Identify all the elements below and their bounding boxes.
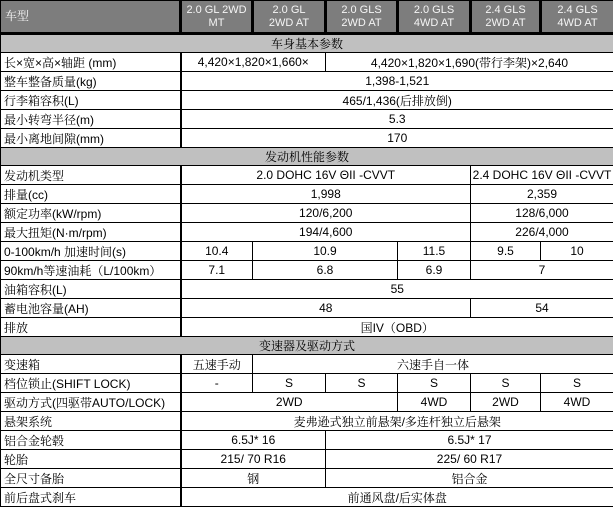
- spec-value-cell: 1,398-1,521: [181, 72, 613, 91]
- spec-value-cell: 5.3: [181, 110, 613, 129]
- spec-value-cell: 48: [181, 299, 471, 318]
- spec-row: [1, 488, 613, 507]
- model-column-title: 车型: [1, 1, 181, 34]
- spec-row: [1, 242, 613, 261]
- spec-value-cell: 7.1: [181, 261, 253, 280]
- spec-row: [1, 129, 613, 148]
- spec-value-cell: 2WD: [181, 393, 398, 412]
- model-name-line1: 2.4 GLS: [485, 3, 526, 16]
- spec-value-cell: 120/6,200: [181, 204, 471, 223]
- model-name-line2: 2WD AT: [341, 16, 382, 29]
- model-header-cell: [326, 1, 398, 34]
- row-label: 档位锁止(SHIFT LOCK): [1, 374, 181, 393]
- model-header-cell: [541, 1, 613, 34]
- spec-row: [1, 412, 613, 431]
- table-body: [1, 34, 613, 507]
- model-name-line1: 2.4 GLS: [557, 3, 598, 16]
- row-label: 全尺寸备胎: [1, 469, 181, 488]
- row-label: 轮胎: [1, 450, 181, 469]
- spec-value-cell: 钢: [181, 469, 326, 488]
- spec-value-cell: 225/ 60 R17: [326, 450, 613, 469]
- model-header-cell: [181, 1, 253, 34]
- spec-value-cell: 6.8: [253, 261, 398, 280]
- spec-row: [1, 204, 613, 223]
- spec-value-cell: 2.4 DOHC 16V ΘII -CVVT: [471, 166, 613, 185]
- spec-row: [1, 318, 613, 337]
- spec-value-cell: 10.4: [181, 242, 253, 261]
- spec-value-cell: 10: [541, 242, 613, 261]
- spec-value-cell: S: [253, 374, 326, 393]
- spec-value-cell: S: [541, 374, 613, 393]
- spec-value-cell: 11.5: [398, 242, 471, 261]
- spec-value-cell: 170: [181, 129, 613, 148]
- row-label: 铝合金轮毂: [1, 431, 181, 450]
- spec-value-cell: 10.9: [253, 242, 398, 261]
- model-name-line2: 4WD AT: [413, 16, 455, 29]
- row-label: 最大扭矩(N·m/rpm): [1, 223, 181, 242]
- row-label: 排量(cc): [1, 185, 181, 204]
- spec-value-cell: 国IV（OBD）: [181, 318, 613, 337]
- row-label: 前后盘式刹车: [1, 488, 181, 507]
- spec-value-cell: 4WD: [398, 393, 471, 412]
- model-header-cell: [253, 1, 326, 34]
- row-label: 额定功率(kW/rpm): [1, 204, 181, 223]
- section-row: [1, 34, 613, 53]
- spec-row: [1, 450, 613, 469]
- row-label: 最小离地间隙(mm): [1, 129, 181, 148]
- row-label: 长×宽×高×轴距 (mm): [1, 53, 181, 72]
- spec-value-cell: 215/ 70 R16: [181, 450, 326, 469]
- section-header: 变速器及驱动方式: [1, 337, 613, 355]
- spec-value-cell: 六速手自一体: [253, 355, 613, 374]
- spec-row: [1, 72, 613, 91]
- spec-value-cell: 55: [181, 280, 613, 299]
- row-label: 排放: [1, 318, 181, 337]
- model-header-cell: [471, 1, 541, 34]
- spec-value-cell: 前通风盘/后实体盘: [181, 488, 613, 507]
- spec-value-cell: 五速手动: [181, 355, 253, 374]
- spec-row: [1, 393, 613, 412]
- spec-value-cell: 4,420×1,820×1,690(带行李架)×2,640: [326, 53, 613, 72]
- row-label: 驱动方式(四驱带AUTO/LOCK): [1, 393, 181, 412]
- model-header-row: [1, 1, 613, 34]
- spec-value-cell: 麦弗逊式独立前悬架/多连杆独立后悬架: [181, 412, 613, 431]
- row-label: 蓄电池容量(AH): [1, 299, 181, 318]
- spec-value-cell: 465/1,436(后排放倒): [181, 91, 613, 110]
- spec-value-cell: 226/4,000: [471, 223, 613, 242]
- row-label: 90km/h等速油耗（L/100km）: [1, 261, 181, 280]
- spec-value-cell: 2WD: [471, 393, 541, 412]
- spec-row: [1, 374, 613, 393]
- spec-row: [1, 223, 613, 242]
- spec-row: [1, 91, 613, 110]
- spec-value-cell: 4,420×1,820×1,660×: [181, 53, 326, 72]
- spec-value-cell: 6.5J* 16: [181, 431, 326, 450]
- section-header: 发动机性能参数: [1, 148, 613, 166]
- row-label: 悬架系统: [1, 412, 181, 431]
- spec-row: [1, 53, 613, 72]
- model-name-line2: 2WD AT: [485, 16, 526, 29]
- spec-value-cell: 194/4,600: [181, 223, 471, 242]
- model-name-line1: 2.0 GLS: [413, 3, 455, 16]
- spec-row: [1, 355, 613, 374]
- section-row: [1, 148, 613, 166]
- row-label: 0-100km/h 加速时间(s): [1, 242, 181, 261]
- model-name-line2: 4WD AT: [557, 16, 598, 29]
- spec-value-cell: -: [181, 374, 253, 393]
- model-name-line2: MT: [208, 16, 225, 29]
- model-name-line1: 2.0 GL: [272, 3, 306, 16]
- row-label: 油箱容积(L): [1, 280, 181, 299]
- spec-value-cell: 1,998: [181, 185, 471, 204]
- spec-row: [1, 280, 613, 299]
- row-label: 最小转弯半径(m): [1, 110, 181, 129]
- spec-value-cell: S: [398, 374, 471, 393]
- spec-value-cell: 7: [471, 261, 613, 280]
- spec-value-cell: 2,359: [471, 185, 613, 204]
- spec-value-cell: S: [326, 374, 398, 393]
- spec-value-cell: 6.5J* 17: [326, 431, 613, 450]
- model-name-line1: 2.0 GL 2WD: [186, 3, 247, 16]
- spec-row: [1, 299, 613, 318]
- section-header: 车身基本参数: [1, 34, 613, 53]
- spec-row: [1, 469, 613, 488]
- row-label: 整车整备质量(kg): [1, 72, 181, 91]
- spec-value-cell: S: [471, 374, 541, 393]
- spec-value-cell: 6.9: [398, 261, 471, 280]
- spec-value-cell: 铝合金: [326, 469, 613, 488]
- spec-value-cell: 4WD: [541, 393, 613, 412]
- spec-value-cell: 54: [471, 299, 613, 318]
- model-name-line2: 2WD AT: [268, 16, 310, 29]
- model-name-line1: 2.0 GLS: [341, 3, 382, 16]
- spec-row: [1, 185, 613, 204]
- spec-value-cell: 2.0 DOHC 16V ΘII -CVVT: [181, 166, 471, 185]
- row-label: 行李箱容积(L): [1, 91, 181, 110]
- spec-row: [1, 261, 613, 280]
- table-header: [1, 1, 613, 34]
- spec-value-cell: 9.5: [471, 242, 541, 261]
- row-label: 变速箱: [1, 355, 181, 374]
- row-label: 发动机类型: [1, 166, 181, 185]
- spec-row: [1, 166, 613, 185]
- spec-value-cell: 128/6,000: [471, 204, 613, 223]
- model-header-cell: [398, 1, 471, 34]
- spec-row: [1, 110, 613, 129]
- section-row: [1, 337, 613, 355]
- spec-row: [1, 431, 613, 450]
